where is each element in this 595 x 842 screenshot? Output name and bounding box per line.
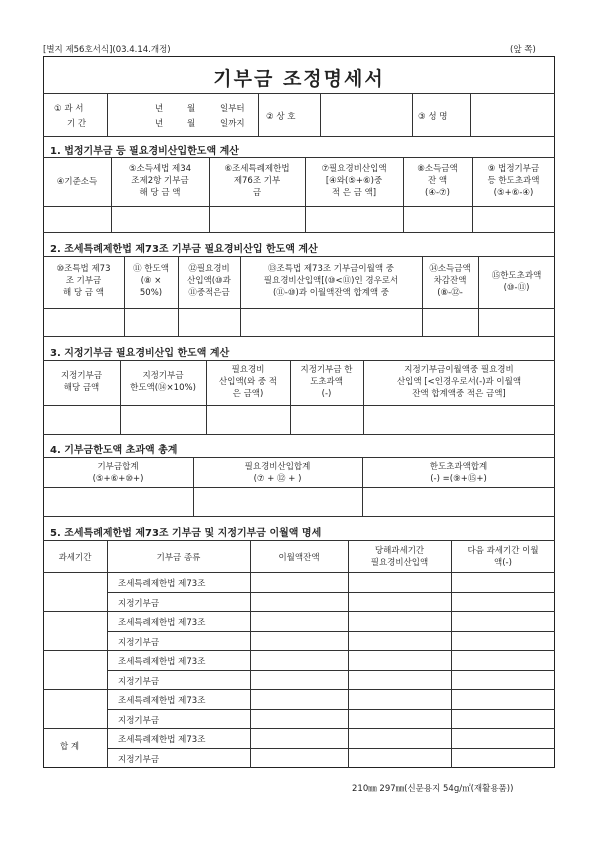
s2-col-14 — [422, 263, 478, 299]
donation-kind-label: 조세특례제한법 제73조 — [118, 735, 206, 745]
header-line: 은 금액) — [232, 389, 264, 399]
s1-col-9 — [472, 163, 555, 199]
header-line: ⑩조특법 제73 — [56, 264, 111, 274]
header-line: (⑤+⑥+⑩+) — [92, 474, 144, 484]
header-line: 등 한도초과액 — [487, 176, 540, 186]
s2-col-15 — [478, 270, 555, 294]
s5-header-current — [348, 545, 451, 569]
to-month-label: 월 — [187, 119, 196, 129]
header-line: 조 기부금 — [65, 276, 102, 286]
s1-col-4 — [43, 176, 111, 188]
header-line: ④기준소득 — [56, 177, 98, 187]
from-month-label: 월 — [187, 104, 196, 114]
header-line: (⑦ + ⑫ + ) — [253, 474, 302, 484]
header-line: 제76조 기부 — [233, 176, 281, 186]
s2-col-10 — [43, 263, 124, 299]
header-line: 필요경비산입합계 — [244, 462, 311, 472]
header-line: ⑤소득세법 제34 — [128, 164, 192, 174]
header-line: 액(-) — [494, 558, 512, 568]
header-line: ⑦필요경비산입액 — [321, 164, 387, 174]
donation-kind-label: 조세특례제한법 제73조 — [118, 657, 206, 667]
s1-col-8 — [403, 163, 472, 199]
divider — [43, 540, 555, 541]
header-line: [④와(⑤+⑥)중 — [325, 176, 383, 186]
divider — [412, 93, 413, 136]
to-year-label: 년 — [155, 119, 164, 129]
header-line: (-) — [321, 389, 332, 399]
divider — [43, 487, 555, 488]
divider — [250, 540, 251, 768]
header-line: (⑧-⑫- — [437, 288, 463, 298]
divider — [348, 540, 349, 768]
s1-col-5 — [111, 163, 209, 199]
header-line: (⑪-⑩)과 이월액잔액 합계액 중 — [272, 288, 390, 298]
row-divider — [43, 728, 555, 729]
s5-header-balance: 이월액잔액 — [278, 553, 320, 563]
divider — [470, 93, 471, 136]
header-line: (-) =(⑨+⑮+) — [430, 474, 487, 484]
header-line: (④-⑦) — [425, 188, 450, 198]
donation-kind-label: 지정기부금 — [118, 637, 160, 648]
header-line: ⑪중적은금 — [188, 288, 230, 298]
row-divider — [43, 689, 555, 690]
row-divider — [107, 631, 555, 632]
row-divider — [107, 748, 555, 749]
s4-col-3 — [362, 461, 555, 485]
header-line: 산입액 [<인경우로서(-)과 이월액 — [396, 377, 522, 387]
header-line: 당해과세기간 — [374, 546, 425, 556]
header-line: ⑫필요경비 — [188, 264, 230, 274]
header-line: 필요경비산입액 — [370, 558, 429, 568]
header-line: 다음 과세기간 이월 — [467, 546, 539, 556]
s3-col-5 — [363, 364, 555, 400]
section1-title: 1. 법정기부금 등 필요경비산입한도액 계산 — [50, 146, 239, 157]
header-line: 잔액 합계액중 적은 금액] — [412, 389, 506, 399]
header-line: ⑧소득금액 — [417, 164, 458, 174]
s2-col-12 — [178, 263, 240, 299]
header-line: 해당 금액 — [63, 383, 100, 393]
header-line: 필요경비 — [231, 365, 265, 375]
donation-kind-label: 지정기부금 — [118, 715, 160, 726]
header-line: 한도액(⑭×10%) — [130, 383, 196, 393]
from-day-label: 일부터 — [220, 104, 245, 114]
header-line: 지정기부금 한 — [300, 365, 353, 375]
divider — [43, 206, 555, 207]
divider — [43, 516, 555, 517]
divider — [43, 93, 555, 94]
row-divider — [43, 611, 555, 612]
divider — [258, 93, 259, 136]
header-line: 한도초과액합계 — [429, 462, 488, 472]
s3-col-4 — [290, 364, 363, 400]
footer-note: 210㎜ 297㎜(신문용지 54g/㎡(재활용품)) — [352, 784, 514, 794]
divider — [43, 136, 555, 137]
donation-kind-label: 지정기부금 — [118, 754, 160, 765]
header-line: 차감잔액 — [433, 276, 467, 286]
s3-col-2 — [120, 370, 206, 394]
from-year-label: 년 — [155, 104, 164, 114]
header-line: ⑥조세특례제한법 — [224, 164, 290, 174]
header-line: 기부금합계 — [97, 462, 139, 472]
s5-header-kind: 기부금 종류 — [156, 553, 201, 563]
period-label-2: 기 간 — [67, 119, 87, 129]
divider — [43, 336, 555, 337]
s4-col-1 — [43, 461, 193, 485]
section5-title: 5. 조세특례제한법 제73조 기부금 및 지정기부금 이월액 명세 — [50, 528, 322, 539]
row-divider — [107, 670, 555, 671]
section3-title: 3. 지정기부금 필요경비산입 한도액 계산 — [50, 348, 230, 359]
divider — [478, 256, 479, 336]
to-day-label: 일까지 — [220, 119, 245, 129]
row-divider — [107, 709, 555, 710]
donation-kind-label: 지정기부금 — [118, 676, 160, 687]
company-label: ② 상 호 — [266, 112, 296, 122]
page-side-label: (앞 쪽) — [510, 45, 536, 55]
s4-col-2 — [193, 461, 362, 485]
total-label: 합 계 — [60, 742, 80, 752]
divider — [43, 157, 555, 158]
header-line: 지정기부금이월액중 필요경비 — [404, 365, 514, 375]
header-line: 조제2항 기부금 — [131, 176, 189, 186]
header-line: 산입액(⑩과 — [187, 276, 231, 286]
row-divider — [107, 592, 555, 593]
s3-col-3 — [206, 364, 290, 400]
header-line: 지정기부금 — [60, 371, 103, 381]
row-divider — [43, 650, 555, 651]
header-line: 해 당 금 액 — [139, 188, 181, 198]
header-line: (⑧ × — [140, 276, 162, 286]
header-line: 적 은 금 액] — [331, 188, 377, 198]
donation-kind-label: 지정기부금 — [118, 598, 160, 609]
section2-title: 2. 조세특례제한법 제73조 기부금 필요경비산입 한도액 계산 — [50, 244, 318, 255]
header-line: ⑭소득금액 — [429, 264, 471, 274]
s1-col-6 — [209, 163, 305, 199]
header-line: 50%) — [139, 288, 163, 298]
s3-col-1 — [43, 370, 120, 394]
header-line: 금 — [252, 188, 262, 198]
header-line: ⑬조특법 제73조 기부금이월액 중 — [268, 264, 394, 274]
divider — [107, 540, 108, 768]
form-title: 기부금 조정명세서 — [213, 68, 385, 90]
donation-kind-label: 조세특례제한법 제73조 — [118, 696, 206, 706]
header-line: 잔 액 — [427, 176, 448, 186]
form-code: [별지 제56호서식](03.4.14.개정) — [43, 45, 171, 55]
s1-col-7 — [305, 163, 403, 199]
donation-kind-label: 조세특례제한법 제73조 — [118, 618, 206, 628]
divider — [43, 572, 555, 573]
divider — [107, 93, 108, 136]
header-line: 해 당 금 액 — [63, 288, 104, 298]
divider — [451, 540, 452, 768]
s2-col-13 — [240, 263, 422, 299]
s5-header-next — [451, 545, 555, 569]
name-label: ③ 성 명 — [418, 112, 448, 122]
s2-col-11 — [124, 263, 178, 299]
header-line: 산입액(와 중 적 — [219, 377, 277, 387]
period-label: ① 과 서 — [54, 104, 84, 114]
header-line: 도초과액 — [310, 377, 343, 387]
header-line: (⑤+⑥-④) — [493, 188, 534, 198]
header-line: ⑮한도초과액 — [491, 271, 542, 281]
s5-header-period: 과세기간 — [58, 553, 92, 563]
header-line: ⑨ 법정기부금 — [487, 164, 540, 174]
donation-kind-label: 조세특례제한법 제73조 — [118, 579, 206, 589]
divider — [320, 93, 321, 136]
header-line: (⑩-⑪) — [503, 283, 530, 293]
divider — [43, 232, 555, 233]
section4-title: 4. 기부금한도액 초과액 총계 — [50, 445, 178, 456]
header-line: 필요경비산입액[(⑩<⑪)인 경우로서 — [263, 276, 399, 286]
divider — [43, 434, 555, 435]
header-line: ⑪ 한도액 — [133, 264, 169, 274]
divider — [43, 457, 555, 458]
header-line: 지정기부금 — [142, 371, 184, 381]
